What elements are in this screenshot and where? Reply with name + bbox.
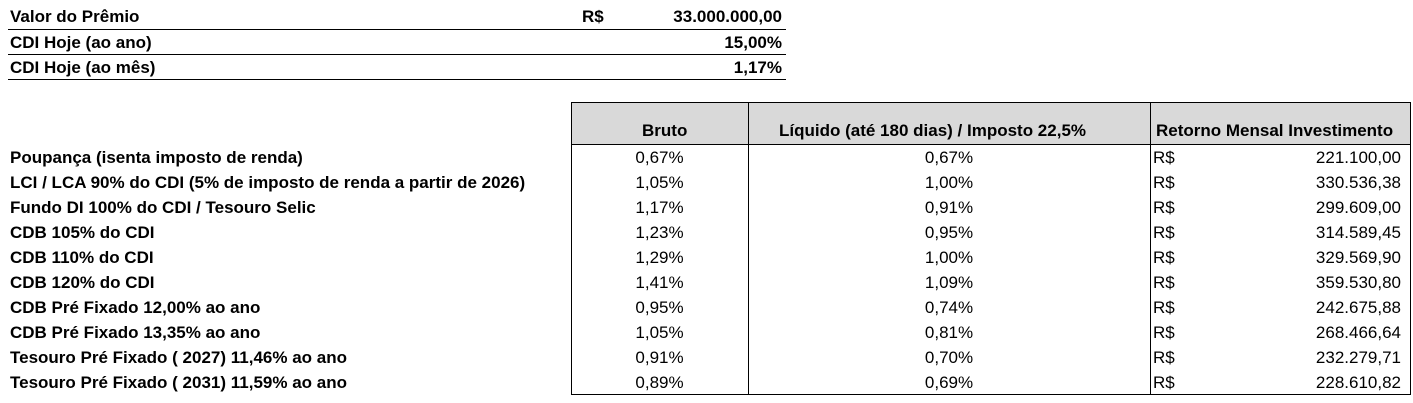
table-row [8,345,1411,370]
summary-cdi-ano-row [8,30,786,55]
summary-premio-row [8,4,786,29]
column-divider [1150,102,1151,145]
header-retorno: Retorno Mensal Investimento [1156,121,1394,140]
retorno-cell: 268.466,64 [1315,323,1401,342]
table-row [8,320,1411,345]
retorno-cell: 314.589,45 [1315,223,1401,242]
header-bruto: Bruto [642,121,688,140]
retorno-cell: 221.100,00 [1315,148,1401,167]
summary-cdi-mes-row [8,55,786,80]
liquido-cell: 0,91% [924,198,974,217]
currency-cell: R$ [1153,223,1175,242]
currency-cell: R$ [1153,273,1175,292]
retorno-cell: 359.530,80 [1315,273,1401,292]
bruto-cell: 1,05% [635,173,684,192]
liquido-cell: 1,00% [924,173,974,192]
retorno-cell: 330.536,38 [1315,173,1401,192]
liquido-cell: 0,69% [924,373,974,392]
table-row [8,195,1411,220]
premio-label: Valor do Prêmio [10,7,140,26]
row-name: CDB 110% do CDI [10,248,154,267]
currency-cell: R$ [1153,248,1175,267]
liquido-cell: 0,70% [924,348,974,367]
cdi-ano-label: CDI Hoje (ao ano) [10,33,152,52]
row-name: Tesouro Pré Fixado ( 2031) 11,59% ao ano [10,373,347,392]
bruto-cell: 0,95% [635,298,684,317]
bruto-cell: 0,67% [635,148,684,167]
column-divider [748,102,749,145]
column-divider [571,145,572,395]
liquido-cell: 0,67% [924,148,974,167]
liquido-cell: 1,00% [924,248,974,267]
currency-cell: R$ [1153,173,1175,192]
table-row [8,145,1411,170]
liquido-cell: 1,09% [924,273,974,292]
bruto-cell: 1,23% [635,223,684,242]
liquido-cell: 0,74% [924,298,974,317]
table-row [8,170,1411,195]
retorno-cell: 299.609,00 [1315,198,1401,217]
table-row [8,220,1411,245]
retorno-cell: 232.279,71 [1315,348,1401,367]
table-header [571,102,1411,145]
row-name: LCI / LCA 90% do CDI (5% de imposto de renda a partir de 2026) [10,173,526,192]
table-row [8,270,1411,295]
currency-cell: R$ [1153,348,1175,367]
retorno-cell: 242.675,88 [1315,298,1401,317]
row-name: Tesouro Pré Fixado ( 2027) 11,46% ao ano [10,348,347,367]
column-divider [748,145,749,395]
currency-cell: R$ [1153,323,1175,342]
row-name: CDB 120% do CDI [10,273,155,292]
currency-cell: R$ [1153,198,1175,217]
cdi-ano-value: 15,00% [724,33,782,52]
bruto-cell: 1,29% [635,248,684,267]
table-row [8,370,1411,395]
liquido-cell: 0,95% [924,223,974,242]
bruto-cell: 1,41% [635,273,684,292]
bruto-cell: 1,05% [635,323,684,342]
table-bottom-border [571,394,1411,395]
row-name: CDB Pré Fixado 13,35% ao ano [10,323,261,342]
bruto-cell: 1,17% [635,198,684,217]
table-row [8,295,1411,320]
cdi-mes-label: CDI Hoje (ao mês) [10,58,156,77]
premio-value: 33.000.000,00 [673,7,782,26]
divider [8,79,786,80]
liquido-cell: 0,81% [924,323,974,342]
currency-cell: R$ [1153,373,1175,392]
cdi-mes-value: 1,17% [733,58,782,77]
row-name: CDB Pré Fixado 12,00% ao ano [10,298,261,317]
premio-currency: R$ [582,7,604,26]
row-name: CDB 105% do CDI [10,223,155,242]
bruto-cell: 0,89% [635,373,684,392]
column-divider [1150,145,1151,395]
retorno-cell: 329.569,90 [1315,248,1401,267]
retorno-cell: 228.610,82 [1315,373,1401,392]
header-liquido: Líquido (até 180 dias) / Imposto 22,5% [779,121,1087,140]
bruto-cell: 0,91% [635,348,684,367]
currency-cell: R$ [1153,148,1175,167]
column-divider [1410,145,1411,395]
currency-cell: R$ [1153,298,1175,317]
row-name: Fundo DI 100% do CDI / Tesouro Selic [10,198,316,217]
table-row [8,245,1411,270]
row-name: Poupança (isenta imposto de renda) [10,148,303,167]
